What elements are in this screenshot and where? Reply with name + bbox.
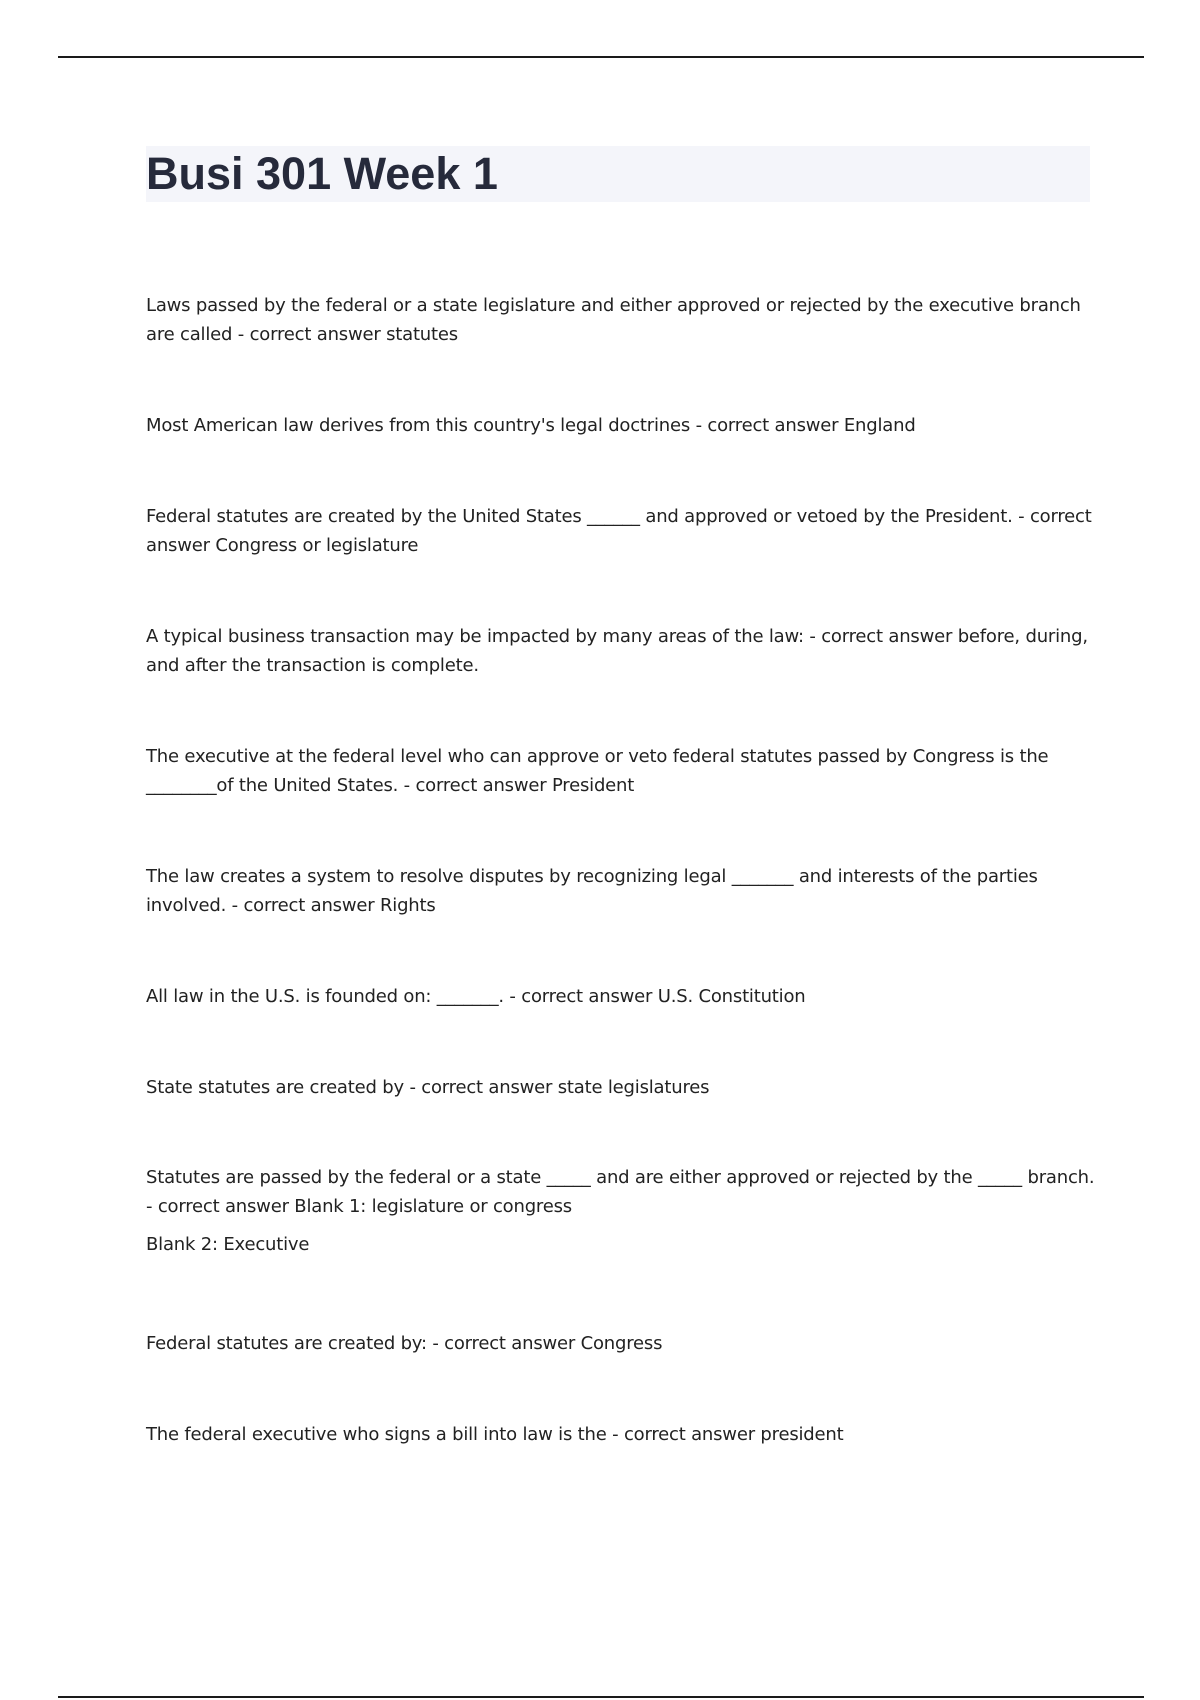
qa-item-11: [146, 1420, 1096, 1449]
qa-text: Most American law derives from this country's legal doctrines - correct answer England: [146, 415, 916, 436]
qa-item-5: [146, 742, 1096, 800]
qa-item-4: [146, 622, 1096, 680]
qa-text: All law in the U.S. is founded on: _______. - correct answer U.S. Constitution: [146, 986, 806, 1007]
top-rule: [58, 56, 1144, 58]
qa-text: The law creates a system to resolve disputes by recognizing legal _______ and interests of the parties involved. - correct answer Rights: [146, 866, 1038, 916]
qa-text: A typical business transaction may be impacted by many areas of the law: - correct answer before, during, and after the transaction is complete.: [146, 626, 1088, 676]
qa-text: Statutes are passed by the federal or a state _____ and are either approved or rejected by the _____ branch. - correct answer Blank 1: legislature or congress: [146, 1167, 1095, 1217]
bottom-rule: [58, 1696, 1144, 1698]
page-title: Busi 301 Week 1: [146, 148, 498, 199]
qa-item-7: [146, 982, 1096, 1011]
qa-text: State statutes are created by - correct answer state legislatures: [146, 1077, 710, 1098]
qa-continuation: Blank 2: Executive: [146, 1234, 310, 1255]
qa-text: The executive at the federal level who can approve or veto federal statutes passed by Congress is the ________of the United States. - correct answer President: [146, 746, 1049, 796]
qa-item-8: [146, 1073, 1096, 1102]
qa-item-10: [146, 1329, 1096, 1358]
qa-text: Laws passed by the federal or a state legislature and either approved or rejected by the executive branch are called - correct answer statutes: [146, 295, 1081, 345]
qa-text: Federal statutes are created by the United States ______ and approved or vetoed by the President. - correct answer Congress or legislature: [146, 506, 1092, 556]
qa-item-2: [146, 411, 1096, 440]
qa-text: Federal statutes are created by: - correct answer Congress: [146, 1333, 663, 1354]
qa-text: The federal executive who signs a bill into law is the - correct answer president: [146, 1424, 844, 1445]
qa-item-6: [146, 862, 1096, 920]
qa-item-3: [146, 502, 1096, 560]
qa-item-9: [146, 1163, 1096, 1259]
qa-item-1: [146, 291, 1096, 349]
